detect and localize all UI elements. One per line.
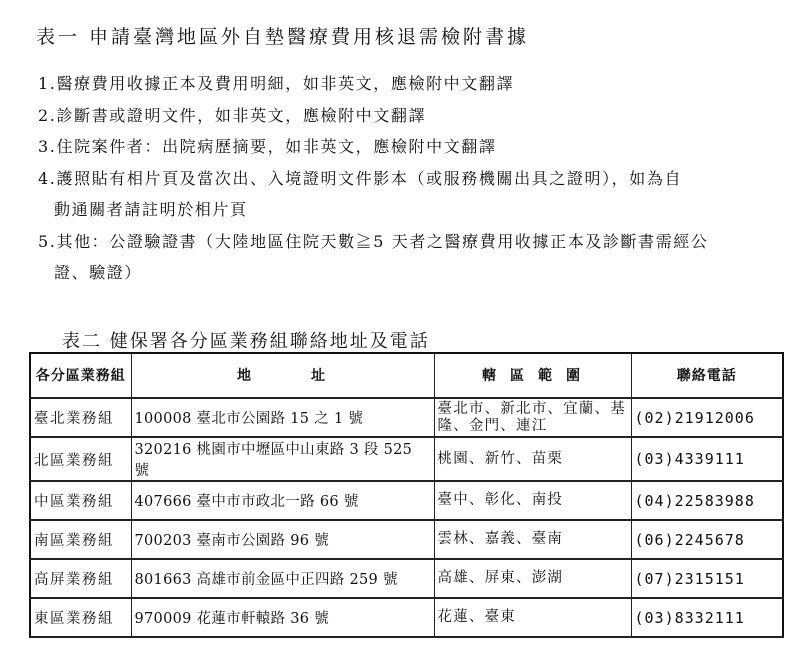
list-item-continuation: 證、驗證） (54, 263, 143, 282)
cell-group: 東區業務組 (30, 598, 131, 637)
contacts-table (29, 352, 784, 638)
cell-group: 中區業務組 (30, 481, 131, 520)
table-row (30, 437, 783, 481)
cell-address: 320216 桃園市中壢區中山東路 3 段 525 號 (131, 437, 434, 481)
cell-address: 970009 花蓮市軒轅路 36 號 (131, 598, 434, 637)
cell-region: 雲林、嘉義、臺南 (434, 520, 631, 559)
cell-address: 700203 臺南市公園路 96 號 (131, 520, 434, 559)
cell-group: 高屏業務組 (30, 559, 131, 598)
table2-title: 表二 健保署各分區業務組聯絡地址及電話 (62, 331, 430, 352)
header-phone: 聯絡電話 (631, 353, 783, 398)
cell-phone: (02)21912006 (631, 398, 783, 437)
table-row (30, 598, 783, 637)
cell-phone: (06)2245678 (631, 520, 783, 559)
list-item: 5.其他：公證驗證書（大陸地區住院天數≧5 天者之醫療費用收據正本及診斷書需經公 (38, 231, 709, 251)
cell-address: 100008 臺北市公園路 15 之 1 號 (131, 398, 434, 437)
cell-region: 臺中、彰化、南投 (434, 481, 631, 520)
required-documents-list (38, 68, 788, 289)
cell-address: 801663 高雄市前金區中正四路 259 號 (131, 559, 434, 598)
cell-group: 臺北業務組 (30, 398, 131, 437)
header-region: 轄區範圍 (434, 353, 631, 398)
cell-region: 桃園、新竹、苗栗 (434, 437, 631, 481)
cell-group: 南區業務組 (30, 520, 131, 559)
list-item: 4.護照貼有相片頁及當次出、入境證明文件影本（或服務機關出具之證明），如為自 (38, 168, 683, 188)
table-row (30, 559, 783, 598)
header-group: 各分區業務組 (30, 353, 131, 398)
list-item: 2.診斷書或證明文件，如非英文，應檢附中文翻譯 (38, 105, 427, 125)
table-row (30, 520, 783, 559)
header-address: 地址 (131, 353, 434, 398)
cell-region: 花蓮、臺東 (434, 598, 631, 637)
cell-phone: (03)8332111 (631, 598, 783, 637)
list-item: 3.住院案件者：出院病歷摘要，如非英文，應檢附中文翻譯 (38, 137, 497, 156)
table-header-row (30, 353, 783, 398)
list-item: 1.醫療費用收據正本及費用明細，如非英文，應檢附中文翻譯 (38, 74, 515, 93)
cell-address: 407666 臺中市市政北一路 66 號 (131, 481, 434, 520)
cell-phone: (04)22583988 (631, 481, 783, 520)
cell-region: 高雄、屏東、澎湖 (434, 559, 631, 598)
table-row (30, 398, 783, 437)
table1-title: 表一 申請臺灣地區外自墊醫療費用核退需檢附書據 (36, 26, 530, 48)
cell-group: 北區業務組 (30, 437, 131, 481)
cell-phone: (03)4339111 (631, 437, 783, 481)
cell-phone: (07)2315151 (631, 559, 783, 598)
list-item-continuation: 動通關者請註明於相片頁 (54, 200, 248, 219)
cell-region: 臺北市、新北市、宜蘭、基隆、金門、連江 (434, 398, 631, 437)
table-row (30, 481, 783, 520)
